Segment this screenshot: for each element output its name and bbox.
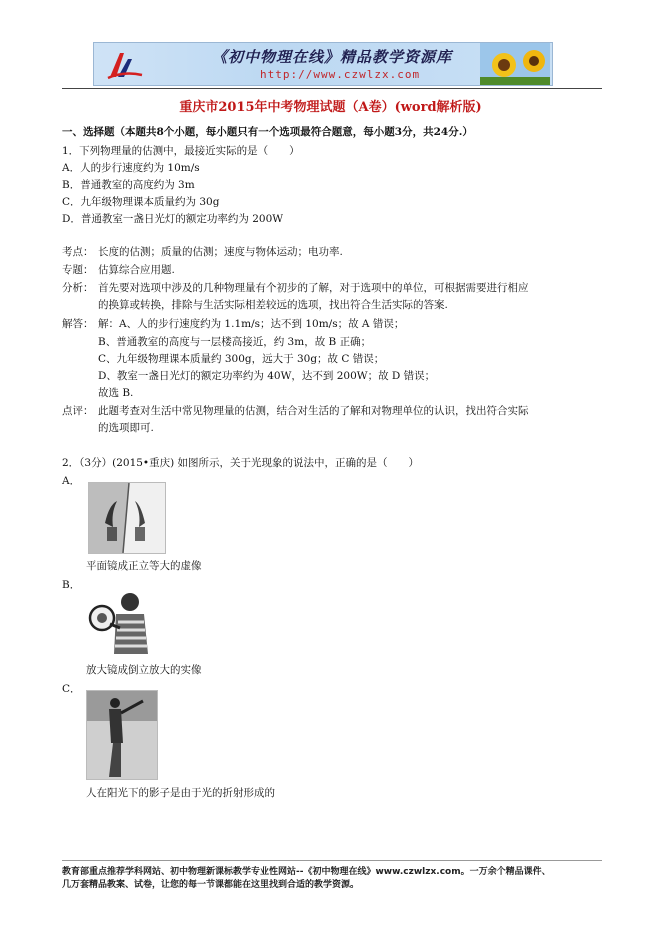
q2-stem: 2．（3分）(2015•重庆) 如图所示，关于光现象的说法中，正确的是（ ）	[62, 457, 420, 469]
q1-jieda-line-1: 解：A、人的步行速度约为 1.1m/s；达不到 10m/s；故 A 错误；	[98, 318, 405, 330]
sunflower-icon	[480, 43, 550, 86]
q1-kaodian-label: 考点：	[62, 246, 94, 258]
q1-option-d: D．普通教室一盏日光灯的额定功率约为 200W	[62, 213, 284, 225]
q1-option-b: B．普通教室的高度约为 3m	[62, 179, 195, 191]
mirror-image	[88, 482, 166, 554]
header-banner	[93, 42, 553, 86]
q1-dianping-line-1: 此题考查对生活中常见物理量的估测，结合对生活的了解和对物理单位的认识，找出符合实际	[98, 405, 529, 417]
q2-option-c-caption: 人在阳光下的影子是由于光的折射形成的	[86, 787, 275, 799]
q1-fenxi-line-1: 首先要对选项中涉及的几种物理量有个初步的了解，对于选项中的单位，可根据需要进行相应	[98, 282, 529, 294]
q1-jieda-line-5: 故选 B.	[98, 387, 134, 399]
section-heading: 一、选择题（本题共8个小题，每小题只有一个选项最符合题意，每小题3分，共24分.）	[62, 126, 473, 138]
banner-title: 《初中物理在线》精品教学资源库	[212, 48, 453, 66]
q1-jieda-line-2: B、普通教室的高度与一层楼高接近，约 3m，故 B 正确；	[98, 336, 372, 348]
q1-stem: 1．下列物理量的估测中，最接近实际的是（ ）	[62, 145, 300, 157]
document-title: 重庆市2015年中考物理试题（A卷）(word解析版)	[179, 100, 482, 115]
banner-url[interactable]: http://www.czwlzx.com	[260, 68, 421, 81]
shadow-illustration-icon	[87, 691, 157, 779]
footer-line-1: 教育部重点推荐学科网站、初中物理新课标教学专业性网站--《初中物理在线》www.czwlzx.com。一万余个精品课件、	[62, 867, 551, 877]
q2-option-b-caption: 放大镜成倒立放大的实像	[86, 664, 202, 676]
magnifier-image	[86, 588, 156, 658]
q1-kaodian: 长度的估测；质量的估测；速度与物体运动；电功率.	[98, 246, 343, 258]
q2-option-b-letter: B．	[62, 579, 81, 591]
mirror-illustration-icon	[89, 483, 165, 553]
q1-jieda-label: 解答：	[62, 318, 94, 330]
q1-option-a: A．人的步行速度约为 10m/s	[62, 162, 200, 174]
q2-option-a-caption: 平面镜成正立等大的虚像	[86, 560, 202, 572]
footer-line-2: 几万套精品教案、试卷，让您的每一节课都能在这里找到合适的教学资源。	[62, 880, 360, 890]
header-rule	[62, 88, 602, 89]
site-logo-icon	[104, 47, 144, 83]
q1-zhuanti: 估算综合应用题.	[98, 264, 175, 276]
shadow-image	[86, 690, 158, 780]
q1-fenxi-label: 分析：	[62, 282, 94, 294]
q1-jieda-line-3: C、九年级物理课本质量约 300g，远大于 30g；故 C 错误；	[98, 353, 385, 365]
q1-option-c: C．九年级物理课本质量约为 30g	[62, 196, 220, 208]
q2-option-c-letter: C．	[62, 683, 81, 695]
q2-option-a-letter: A．	[62, 475, 81, 487]
q1-zhuanti-label: 专题：	[62, 264, 94, 276]
page-footer	[62, 866, 551, 892]
footer-rule	[62, 860, 602, 861]
q1-dianping-label: 点评：	[62, 405, 94, 417]
q1-dianping-line-2: 的选项即可.	[98, 422, 154, 434]
q1-fenxi-line-2: 的换算或转换，排除与生活实际相差较远的选项，找出符合生活实际的答案.	[98, 299, 448, 311]
q1-jieda-line-4: D、教室一盏日光灯的额定功率约为 40W，达不到 200W；故 D 错误；	[98, 370, 436, 382]
magnifier-illustration-icon	[86, 588, 156, 658]
